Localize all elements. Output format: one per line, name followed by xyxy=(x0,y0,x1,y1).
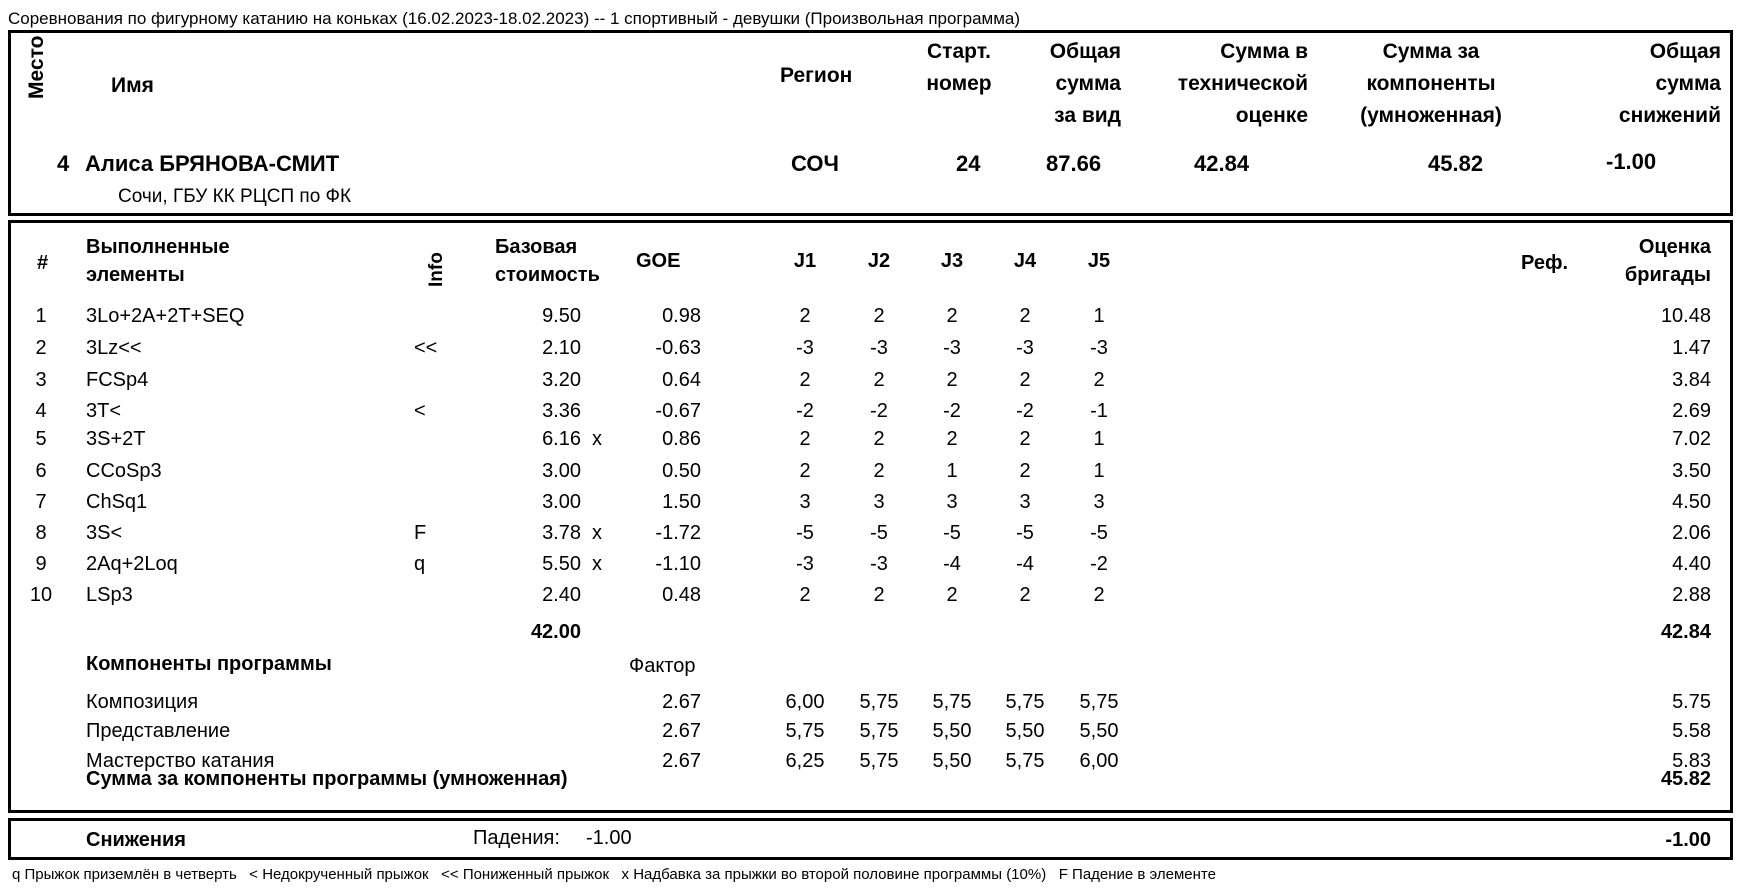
element-judge-score: 3 xyxy=(799,491,811,513)
th-base-line: Базовая xyxy=(495,236,578,258)
element-code: 3T< xyxy=(86,400,122,422)
element-score: 10.48 xyxy=(1660,305,1711,327)
th-base xyxy=(495,233,600,289)
falls-value: -1.00 xyxy=(586,827,632,849)
component-judge-score: 5,50 xyxy=(932,750,972,772)
element-goe: -0.63 xyxy=(655,337,701,359)
element-judge-score: 3 xyxy=(946,491,958,513)
element-goe: 1.50 xyxy=(662,491,701,513)
col-pcs-line: Сумма за xyxy=(1382,40,1480,63)
th-judge: J4 xyxy=(1013,250,1037,272)
element-judge-score: -5 xyxy=(1090,522,1108,544)
element-num: 8 xyxy=(35,522,47,544)
element-score: 3.50 xyxy=(1672,460,1711,482)
skater-start-no: 24 xyxy=(956,151,981,176)
th-info: Info xyxy=(426,252,447,287)
element-score: 2.88 xyxy=(1672,584,1711,606)
component-factor: 2.67 xyxy=(662,691,701,713)
element-judge-score: -3 xyxy=(1090,337,1108,359)
element-judge-score: -5 xyxy=(1016,522,1034,544)
th-element xyxy=(86,233,230,289)
element-judge-score: -4 xyxy=(943,553,961,575)
element-base: 6.16 xyxy=(542,428,581,450)
th-element-line: элементы xyxy=(86,264,185,286)
element-judge-score: 2 xyxy=(799,460,811,482)
th-num: # xyxy=(37,252,49,274)
element-judge-score: 2 xyxy=(1019,460,1031,482)
element-judge-score: 3 xyxy=(1093,491,1105,513)
element-num: 3 xyxy=(35,369,47,391)
element-judge-score: 2 xyxy=(1019,584,1031,606)
element-base: 3.00 xyxy=(542,460,581,482)
event-title: Соревнования по фигурному катанию на коньках (16.02.2023-18.02.2023) -- 1 спортивный - девушки (Произвольная программа) xyxy=(8,9,1021,28)
col-pcs-line: (умноженная) xyxy=(1360,104,1502,127)
component-judge-score: 5,75 xyxy=(859,720,899,742)
element-judge-score: -1 xyxy=(1090,400,1108,422)
element-judge-score: 2 xyxy=(946,305,958,327)
element-judge-score: 2 xyxy=(873,305,885,327)
element-judge-score: 3 xyxy=(873,491,885,513)
component-judge-score: 6,00 xyxy=(785,691,825,713)
deductions-total: -1.00 xyxy=(1665,829,1711,851)
component-name: Представление xyxy=(86,720,231,742)
col-tes-line: оценке xyxy=(1235,104,1308,127)
element-base: 2.10 xyxy=(542,337,581,359)
element-score: 2.69 xyxy=(1672,400,1711,422)
component-score: 5.75 xyxy=(1672,691,1711,713)
skater-summary-box xyxy=(8,30,1733,216)
element-judge-score: -2 xyxy=(1016,400,1034,422)
element-base: 3.20 xyxy=(542,369,581,391)
skater-club: Сочи, ГБУ КК РЦСП по ФК xyxy=(118,186,352,207)
element-judge-score: -2 xyxy=(870,400,888,422)
element-goe: -0.67 xyxy=(655,400,701,422)
component-judge-score: 5,75 xyxy=(785,720,825,742)
element-code: FCSp4 xyxy=(86,369,149,391)
col-tes-label xyxy=(1141,36,1308,132)
component-factor: 2.67 xyxy=(662,750,701,772)
element-code: CCoSp3 xyxy=(86,460,162,482)
components-total-label: Сумма за компоненты программы (умноженная) xyxy=(86,768,568,790)
element-goe: 0.98 xyxy=(662,305,701,327)
element-judge-score: -2 xyxy=(796,400,814,422)
element-judge-score: -3 xyxy=(943,337,961,359)
element-num: 5 xyxy=(35,428,47,450)
col-ded-line: снижений xyxy=(1618,104,1721,127)
component-judge-score: 5,50 xyxy=(1079,720,1119,742)
col-ded-line: Общая xyxy=(1649,40,1721,63)
component-name: Мастерство катания xyxy=(86,750,275,772)
col-pcs-label xyxy=(1346,36,1516,132)
col-total-label xyxy=(1011,36,1121,132)
th-judge: J5 xyxy=(1087,250,1111,272)
component-name: Композиция xyxy=(86,691,199,713)
element-score: 3.84 xyxy=(1672,369,1711,391)
element-judge-score: 3 xyxy=(1019,491,1031,513)
th-judge: J3 xyxy=(940,250,964,272)
base-total: 42.00 xyxy=(530,621,581,643)
element-base: 3.36 xyxy=(542,400,581,422)
element-score: 1.47 xyxy=(1672,337,1711,359)
element-bonus: x xyxy=(592,553,602,575)
th-ref: Реф. xyxy=(1521,252,1569,274)
element-code: ChSq1 xyxy=(86,491,148,513)
element-base: 3.00 xyxy=(542,491,581,513)
deductions-box xyxy=(8,818,1733,860)
element-judge-score: 2 xyxy=(946,584,958,606)
th-judge: J2 xyxy=(867,250,891,272)
element-info: < xyxy=(414,400,426,422)
component-judge-score: 5,50 xyxy=(1005,720,1045,742)
component-factor: 2.67 xyxy=(662,720,701,742)
element-code: 3S< xyxy=(86,522,123,544)
element-info: q xyxy=(414,553,426,575)
col-ded-label xyxy=(1571,36,1721,132)
th-score-line: Оценка xyxy=(1638,236,1711,258)
element-judge-score: 2 xyxy=(799,428,811,450)
element-judge-score: 2 xyxy=(799,584,811,606)
col-start-line: Старт. xyxy=(927,40,991,63)
element-score: 7.02 xyxy=(1672,428,1711,450)
skater-place: 4 xyxy=(57,151,70,176)
element-code: 3S+2T xyxy=(86,428,146,450)
element-judge-score: -3 xyxy=(870,337,888,359)
col-start-line: номер xyxy=(926,72,992,95)
th-goe: GOE xyxy=(636,250,681,272)
col-ded-line: сумма xyxy=(1655,72,1721,95)
element-code: 2Aq+2Loq xyxy=(86,553,178,575)
element-num: 9 xyxy=(35,553,47,575)
deductions-label: Снижения xyxy=(86,829,186,851)
element-judge-score: 1 xyxy=(1093,305,1105,327)
element-goe: 0.86 xyxy=(662,428,701,450)
element-num: 2 xyxy=(35,337,47,359)
col-tes-line: Сумма в xyxy=(1220,40,1308,63)
element-judge-score: -4 xyxy=(1016,553,1034,575)
element-judge-score: -3 xyxy=(796,337,814,359)
factor-label: Фактор xyxy=(629,655,696,677)
element-judge-score: -2 xyxy=(943,400,961,422)
th-score xyxy=(1601,233,1711,289)
element-judge-score: 2 xyxy=(873,460,885,482)
element-num: 4 xyxy=(35,400,47,422)
element-judge-score: 1 xyxy=(1093,460,1105,482)
element-goe: 0.64 xyxy=(662,369,701,391)
elements-box xyxy=(8,220,1733,813)
component-score: 5.83 xyxy=(1672,750,1711,772)
element-num: 7 xyxy=(35,491,47,513)
element-judge-score: 2 xyxy=(1093,584,1105,606)
components-title: Компоненты программы xyxy=(86,653,332,675)
component-score: 5.58 xyxy=(1672,720,1711,742)
falls-label: Падения: xyxy=(473,827,560,849)
col-total-line: Общая xyxy=(1049,40,1121,63)
col-place-label: Место xyxy=(25,35,48,99)
th-score-line: бригады xyxy=(1624,264,1711,286)
element-goe: 0.50 xyxy=(662,460,701,482)
component-judge-score: 5,75 xyxy=(932,691,972,713)
element-judge-score: -2 xyxy=(1090,553,1108,575)
element-judge-score: 2 xyxy=(1093,369,1105,391)
component-judge-score: 5,75 xyxy=(1005,691,1045,713)
component-judge-score: 5,75 xyxy=(859,750,899,772)
component-judge-score: 5,50 xyxy=(932,720,972,742)
element-judge-score: 2 xyxy=(1019,305,1031,327)
component-judge-score: 5,75 xyxy=(1079,691,1119,713)
component-judge-score: 6,00 xyxy=(1079,750,1119,772)
element-code: 3Lz<< xyxy=(86,337,142,359)
element-judge-score: -3 xyxy=(796,553,814,575)
col-start-label xyxy=(909,36,1009,100)
skater-tes: 42.84 xyxy=(1194,151,1250,176)
element-score: 4.50 xyxy=(1672,491,1711,513)
skater-pcs: 45.82 xyxy=(1428,151,1484,176)
element-base: 3.78 xyxy=(542,522,581,544)
element-goe: 0.48 xyxy=(662,584,701,606)
element-judge-score: -3 xyxy=(870,553,888,575)
col-total-line: за вид xyxy=(1054,104,1121,127)
element-num: 1 xyxy=(35,305,47,327)
element-info: F xyxy=(414,522,427,544)
element-bonus: x xyxy=(592,522,602,544)
component-judge-score: 6,25 xyxy=(785,750,825,772)
element-judge-score: -5 xyxy=(796,522,814,544)
th-base-line: стоимость xyxy=(495,264,600,286)
element-score: 4.40 xyxy=(1672,553,1711,575)
col-total-line: сумма xyxy=(1055,72,1121,95)
element-base: 2.40 xyxy=(542,584,581,606)
skater-region: СОЧ xyxy=(791,151,839,176)
element-judge-score: 2 xyxy=(946,369,958,391)
col-pcs-line: компоненты xyxy=(1366,72,1496,95)
element-judge-score: 2 xyxy=(799,369,811,391)
col-name-label: Имя xyxy=(111,74,154,97)
element-goe: -1.10 xyxy=(655,553,701,575)
element-bonus: x xyxy=(592,428,602,450)
element-judge-score: 2 xyxy=(1019,428,1031,450)
element-judge-score: 2 xyxy=(1019,369,1031,391)
element-judge-score: 2 xyxy=(873,584,885,606)
components-total: 45.82 xyxy=(1660,768,1711,790)
element-judge-score: 2 xyxy=(799,305,811,327)
score-total: 42.84 xyxy=(1660,621,1711,643)
skater-total: 87.66 xyxy=(1046,151,1102,176)
element-judge-score: -5 xyxy=(870,522,888,544)
element-num: 10 xyxy=(29,584,53,606)
element-num: 6 xyxy=(35,460,47,482)
element-judge-score: 2 xyxy=(873,428,885,450)
th-element-line: Выполненные xyxy=(86,236,230,258)
skater-deductions: -1.00 xyxy=(1606,149,1657,174)
skater-name: Алиса БРЯНОВА-СМИТ xyxy=(85,151,340,176)
th-judge: J1 xyxy=(793,250,817,272)
element-code: LSp3 xyxy=(86,584,133,606)
component-judge-score: 5,75 xyxy=(859,691,899,713)
element-judge-score: 2 xyxy=(946,428,958,450)
element-judge-score: 1 xyxy=(1093,428,1105,450)
element-info: << xyxy=(414,337,438,359)
element-judge-score: 2 xyxy=(873,369,885,391)
element-judge-score: 1 xyxy=(946,460,958,482)
col-tes-line: технической xyxy=(1177,72,1308,95)
element-code: 3Lo+2A+2T+SEQ xyxy=(86,305,245,327)
element-score: 2.06 xyxy=(1672,522,1711,544)
element-base: 9.50 xyxy=(542,305,581,327)
col-region-label: Регион xyxy=(780,64,853,87)
legend: q Прыжок приземлён в четверть < Недокрученный прыжок << Пониженный прыжок x Надбавка за прыжки во второй половине программы (10%) F Падение в элементе xyxy=(12,866,1216,883)
element-base: 5.50 xyxy=(542,553,581,575)
component-judge-score: 5,75 xyxy=(1005,750,1045,772)
element-judge-score: -3 xyxy=(1016,337,1034,359)
element-goe: -1.72 xyxy=(655,522,701,544)
element-judge-score: -5 xyxy=(943,522,961,544)
